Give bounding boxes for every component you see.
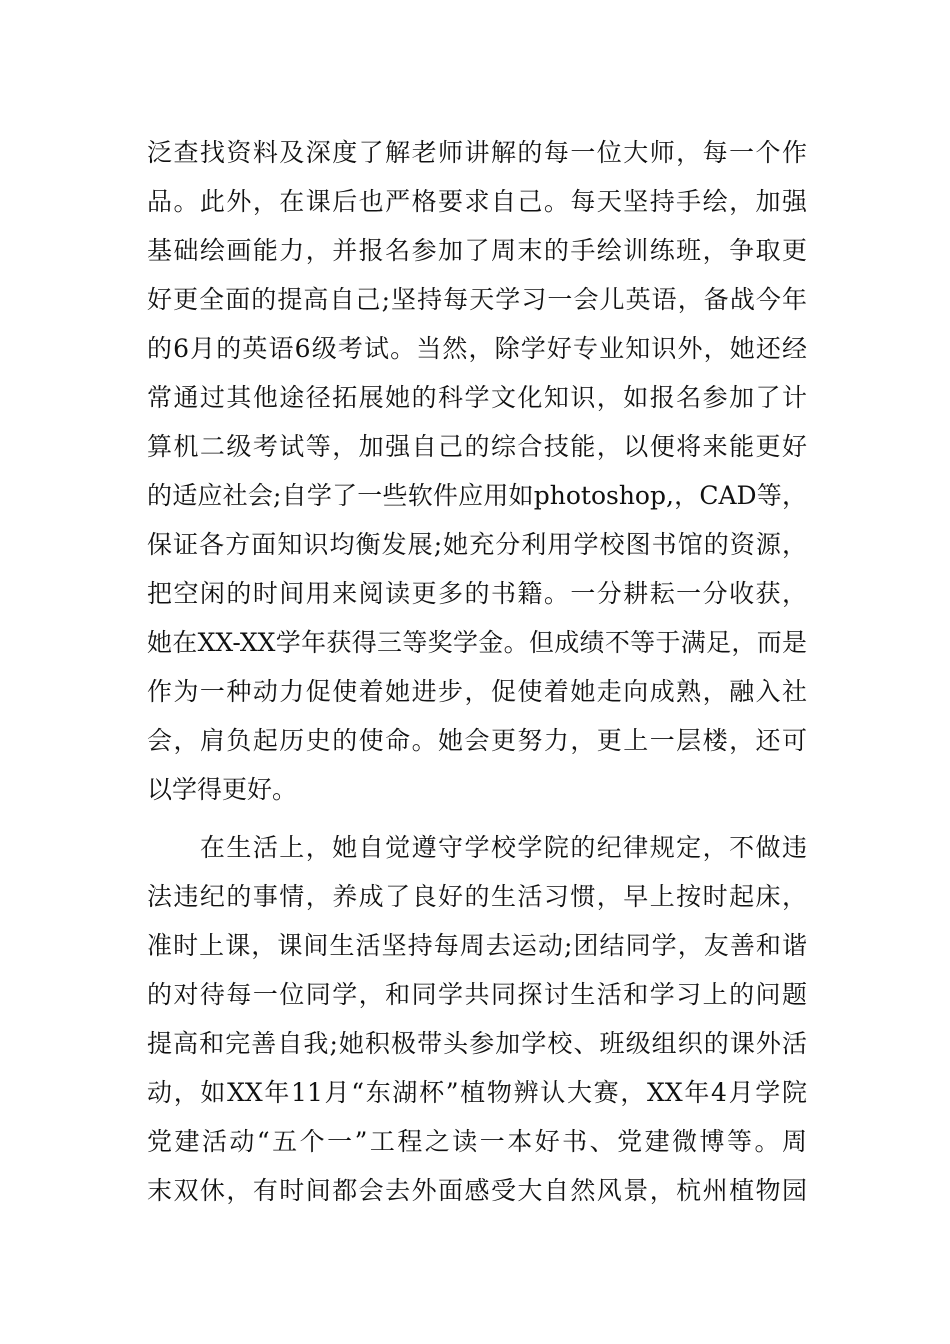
text-line: 法违纪的事情，养成了良好的生活习惯，早上按时起床， [147, 882, 807, 911]
text-line: 把空闲的时间用来阅读更多的书籍。一分耕耘一分收获， [147, 579, 807, 608]
text-line: 在生活上，她自觉遵守学校学院的纪律规定，不做违 [147, 833, 807, 862]
text-line: 算机二级考试等，加强自己的综合技能，以便将来能更好 [147, 432, 807, 461]
text-line: 准时上课，课间生活坚持每周去运动;团结同学，友善和谐 [147, 931, 807, 960]
text-line: 提高和完善自我;她积极带头参加学校、班级组织的课外活 [147, 1029, 807, 1058]
text-line: 末双休，有时间都会去外面感受大自然风景，杭州植物园 [147, 1176, 807, 1205]
text-line: 泛查找资料及深度了解老师讲解的每一位大师，每一个作 [147, 138, 807, 167]
text-line: 的6月的英语6级考试。当然，除学好专业知识外，她还经 [147, 334, 807, 363]
paragraph-life [147, 823, 807, 1215]
paragraph-study [147, 128, 807, 814]
text-line: 品。此外，在课后也严格要求自己。每天坚持手绘，加强 [147, 187, 807, 216]
text-line: 的对待每一位同学，和同学共同探讨生活和学习上的问题 [147, 980, 807, 1009]
text-line: 她在XX-XX学年获得三等奖学金。但成绩不等于满足，而是 [147, 628, 807, 657]
text-line: 的适应社会;自学了一些软件应用如photoshop,，CAD等， [147, 481, 807, 510]
text-line: 保证各方面知识均衡发展;她充分利用学校图书馆的资源， [147, 530, 807, 559]
text-line: 基础绘画能力，并报名参加了周末的手绘训练班，争取更 [147, 236, 807, 265]
text-line: 动，如XX年11月“东湖杯”植物辨认大赛，XX年4月学院 [147, 1078, 807, 1107]
text-line: 作为一种动力促使着她进步，促使着她走向成熟，融入社 [147, 677, 807, 706]
text-line: 常通过其他途径拓展她的科学文化知识，如报名参加了计 [147, 383, 807, 412]
text-line: 以学得更好。 [147, 775, 298, 804]
text-line: 会，肩负起历史的使命。她会更努力，更上一层楼，还可 [147, 726, 807, 755]
text-line: 好更全面的提高自己;坚持每天学习一会儿英语，备战今年 [147, 285, 807, 314]
text-line: 党建活动“五个一”工程之读一本好书、党建微博等。周 [147, 1127, 807, 1156]
